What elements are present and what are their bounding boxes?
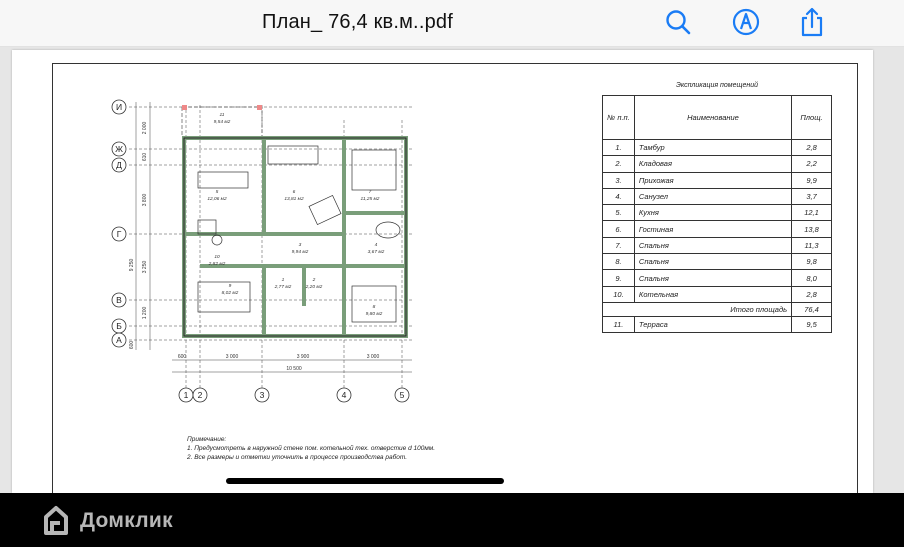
dimension-label: 600 [129,340,135,350]
axis-label: 1 [183,390,189,400]
markup-icon[interactable] [731,6,761,38]
room-area: 12,06 м2 [207,197,227,202]
home-indicator[interactable] [226,478,504,484]
drawing-notes [187,435,435,462]
document-viewer[interactable] [0,47,904,493]
room-number: 7 [368,190,372,195]
dimension-label: 1 200 [142,306,148,320]
dimension-label: 610 [142,152,148,162]
header-area: Площ. [792,96,832,140]
room-number: 1 [281,278,285,283]
room-number: 6 [292,190,296,195]
room-area: 11,25 м2 [360,197,380,202]
axis-label: 4 [341,390,347,400]
table-row: 3. Прихожая 9,9 [603,172,832,188]
brand-name: Домклик [80,509,173,532]
room-number: 9 [228,284,232,289]
room-number: 11 [219,113,225,118]
notes-title: Примечание: [187,436,227,443]
room-area: 9,94 м2 [291,250,309,255]
total-area: 76,4 [792,302,832,316]
dimension-label: 3 800 [142,193,148,207]
brand-logo [38,503,173,539]
dimension-label: 600 [177,354,187,360]
table-row: 6. Гостиная 13,8 [603,221,832,237]
total-label: Итого площадь [634,302,791,316]
room-area: 2,82 м2 [208,262,226,267]
table-row: 10. Котельная 2,8 [603,286,832,302]
room-area: 3,67 м2 [367,250,385,255]
explication-table [602,82,832,333]
room-area: 9,54 м2 [213,120,231,125]
room-area: 9,80 м2 [365,312,383,317]
table-row: 5. Кухня 12,1 [603,205,832,221]
table-row: 9. Спальня 8,0 [603,270,832,286]
table-row: 11. Терраса 9,5 [603,316,832,332]
dimension-label: 9 250 [129,258,135,272]
axis-label: А [116,335,122,345]
axis-label: Ж [115,144,123,154]
room-area: 8,02 м2 [221,291,239,296]
pdf-page [12,50,873,493]
table-row: 1. Тамбур 2,8 [603,140,832,156]
table-row: 7. Спальня 11,3 [603,237,832,253]
dimension-label: 2 000 [142,121,148,135]
axis-label: Б [116,321,122,331]
table-row: 4. Санузел 3,7 [603,188,832,204]
document-title: План_ 76,4 кв.м..pdf [262,11,453,33]
room-area: 2,77 м2 [274,285,292,290]
floor-plan [12,50,602,410]
room-number: 5 [215,190,219,195]
dimension-label: 10 500 [286,366,302,372]
room-number: 10 [214,255,220,260]
axis-label: 5 [399,390,405,400]
dimension-label: 3 000 [366,354,380,360]
room-number: 2 [312,278,316,283]
header-num: № п.п. [603,96,635,140]
table-row: 2. Кладовая 2,2 [603,156,832,172]
domclick-logo-icon [38,503,74,539]
table-row: 8. Спальня 9,8 [603,254,832,270]
search-icon[interactable] [663,6,693,38]
header-name: Наименование [634,96,791,140]
explication-caption: Экспликация помещений [676,82,758,89]
share-icon[interactable] [797,6,827,38]
axis-label: 3 [259,390,265,400]
axis-label: Г [116,229,122,239]
dimension-label: 3 900 [296,354,310,360]
pdf-toolbar [0,0,904,47]
notes-line: 1. Предусмотреть в наружной стене пом. котельной тех. отверстие d 100мм. [187,445,436,452]
room-number: 3 [298,243,302,248]
room-number: 8 [372,305,376,310]
axis-label: И [115,102,123,112]
dimension-label: 3 250 [142,260,148,274]
room-number: 4 [374,243,378,248]
total-row [603,302,832,316]
room-area: 13,81 м2 [284,197,304,202]
dimension-label: 3 000 [225,354,239,360]
axis-label: Д [116,160,122,170]
axis-label: В [116,295,122,305]
notes-line: 2. Все размеры и отметки уточнить в процессе производства работ. [187,454,408,461]
room-area: 2,20 м2 [305,285,323,290]
axis-label: 2 [197,390,203,400]
brand-bar [0,493,904,547]
